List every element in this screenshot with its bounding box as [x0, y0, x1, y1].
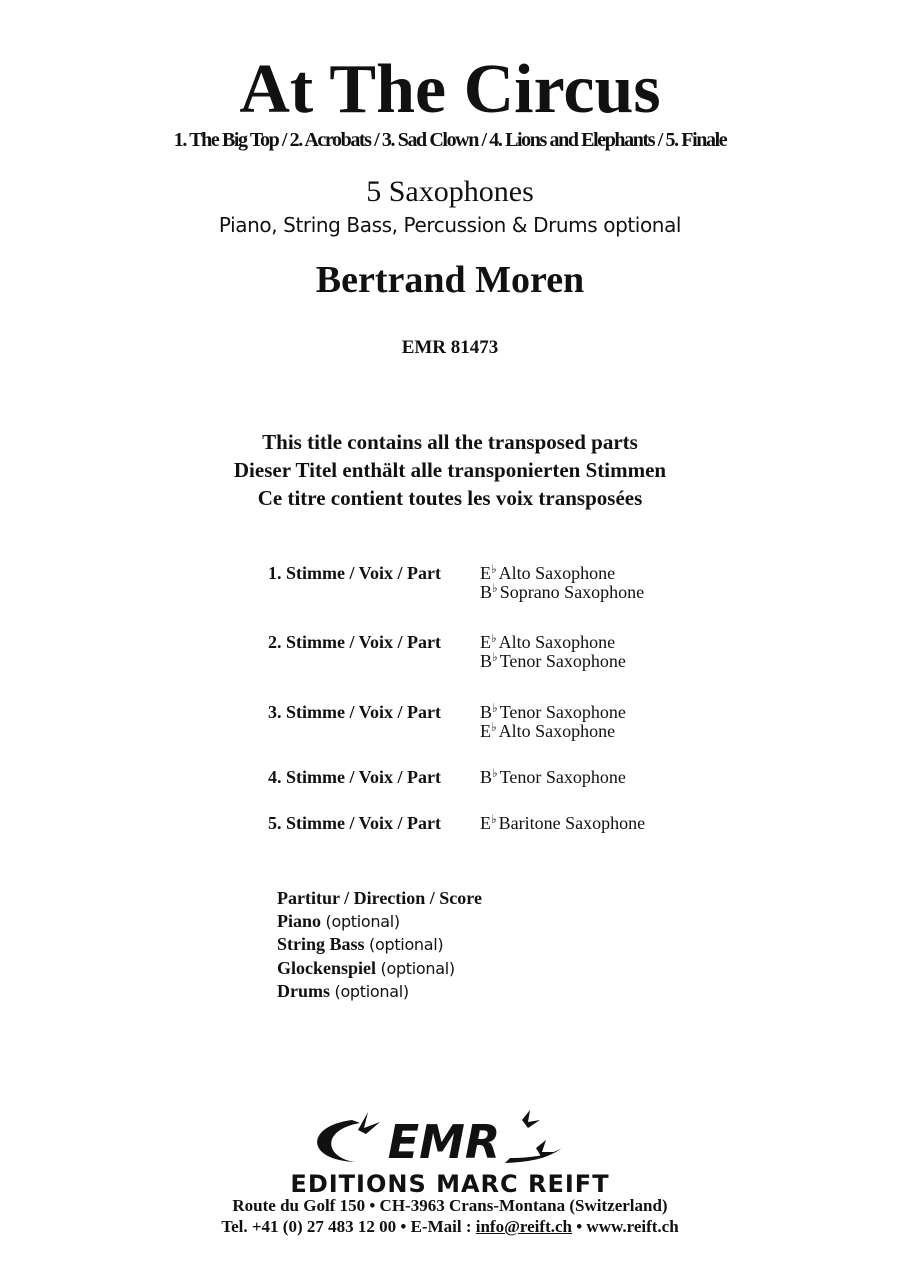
notice-line-en: This title contains all the transposed parts [262, 430, 638, 454]
website-text: • www.reift.ch [571, 1217, 679, 1236]
key-letter: B [480, 651, 493, 671]
key-letter: E [480, 721, 491, 741]
score-item-name: Partitur / Direction / Score [277, 888, 482, 908]
key-letter: E [480, 563, 491, 583]
notice-line-de: Dieser Titel enthält alle transponierten Stimmen [233, 458, 667, 482]
flat-icon: ♭ [492, 581, 498, 595]
logo-text: EMR [387, 1115, 501, 1169]
part-instrument [480, 720, 615, 744]
publisher-address: Route du Golf 150 • CH-3963 Crans-Montana (Switzerland) [232, 1196, 668, 1215]
part-instrument [480, 766, 626, 790]
flat-icon: ♭ [491, 562, 497, 576]
part-label: 4. Stimme / Voix / Part [268, 767, 441, 787]
part-label: 3. Stimme / Voix / Part [268, 702, 441, 722]
instrument-name: Soprano Saxophone [499, 582, 645, 602]
instrument-name: Alto Saxophone [498, 721, 616, 741]
instrument-name: Alto Saxophone [498, 563, 616, 583]
key-letter: B [480, 582, 493, 602]
instrumentation: 5 Saxophones [366, 175, 534, 208]
key-letter: B [480, 702, 493, 722]
score-list [277, 887, 482, 1004]
score-item [277, 933, 482, 957]
email-link[interactable]: info@reift.ch [475, 1217, 572, 1236]
score-item-note: (optional) [334, 982, 409, 1001]
part-instrument [480, 812, 645, 836]
notice-line-fr: Ce titre contient toutes les voix transposées [257, 486, 643, 510]
part-instrument [480, 581, 644, 605]
instrument-name: Tenor Saxophone [499, 767, 626, 787]
key-letter: E [480, 813, 491, 833]
flat-icon: ♭ [492, 766, 498, 780]
composer-name: Bertrand Moren [315, 259, 585, 301]
score-item-name: String Bass [277, 934, 365, 954]
score-item-name: Glockenspiel [277, 957, 377, 978]
catalog-number: EMR 81473 [401, 337, 499, 358]
flat-icon: ♭ [491, 812, 497, 826]
flat-icon: ♭ [491, 720, 497, 734]
instrument-name: Tenor Saxophone [499, 702, 626, 722]
phone-text: Tel. +41 (0) 27 483 12 00 • E-Mail : [221, 1217, 476, 1236]
optional-instruments: Piano, String Bass, Percussion & Drums optional [218, 213, 682, 237]
score-item-note: (optional) [369, 935, 444, 954]
flat-icon: ♭ [492, 701, 498, 715]
part-instrument [480, 650, 626, 674]
part-label: 1. Stimme / Voix / Part [268, 563, 441, 583]
movements-subtitle: 1. The Big Top / 2. Acrobats / 3. Sad Clown / 4. Lions and Elephants / 5. Finale [173, 129, 727, 151]
part-label: 2. Stimme / Voix / Part [268, 632, 441, 652]
instrument-name: Baritone Saxophone [498, 813, 646, 833]
flat-icon: ♭ [491, 631, 497, 645]
score-item [277, 910, 482, 934]
publisher-name: EDITIONS MARC REIFT [290, 1170, 610, 1198]
score-item-note: (optional) [380, 958, 455, 978]
key-letter: E [480, 632, 491, 652]
score-item [277, 980, 482, 1004]
emr-logo [300, 1108, 600, 1170]
transposed-parts-notice [0, 428, 900, 512]
page-title: At The Circus [239, 51, 661, 128]
flat-icon: ♭ [492, 650, 498, 664]
publisher-contact [0, 1217, 900, 1237]
instrument-name: Alto Saxophone [498, 632, 616, 652]
score-item-name: Piano [277, 910, 322, 931]
score-item-note: (optional) [325, 911, 400, 931]
key-letter: B [480, 767, 493, 787]
part-label: 5. Stimme / Voix / Part [268, 813, 441, 833]
score-item-name: Drums [277, 981, 330, 1001]
score-item [277, 957, 482, 981]
instrument-name: Tenor Saxophone [499, 651, 626, 671]
score-item [277, 887, 482, 910]
